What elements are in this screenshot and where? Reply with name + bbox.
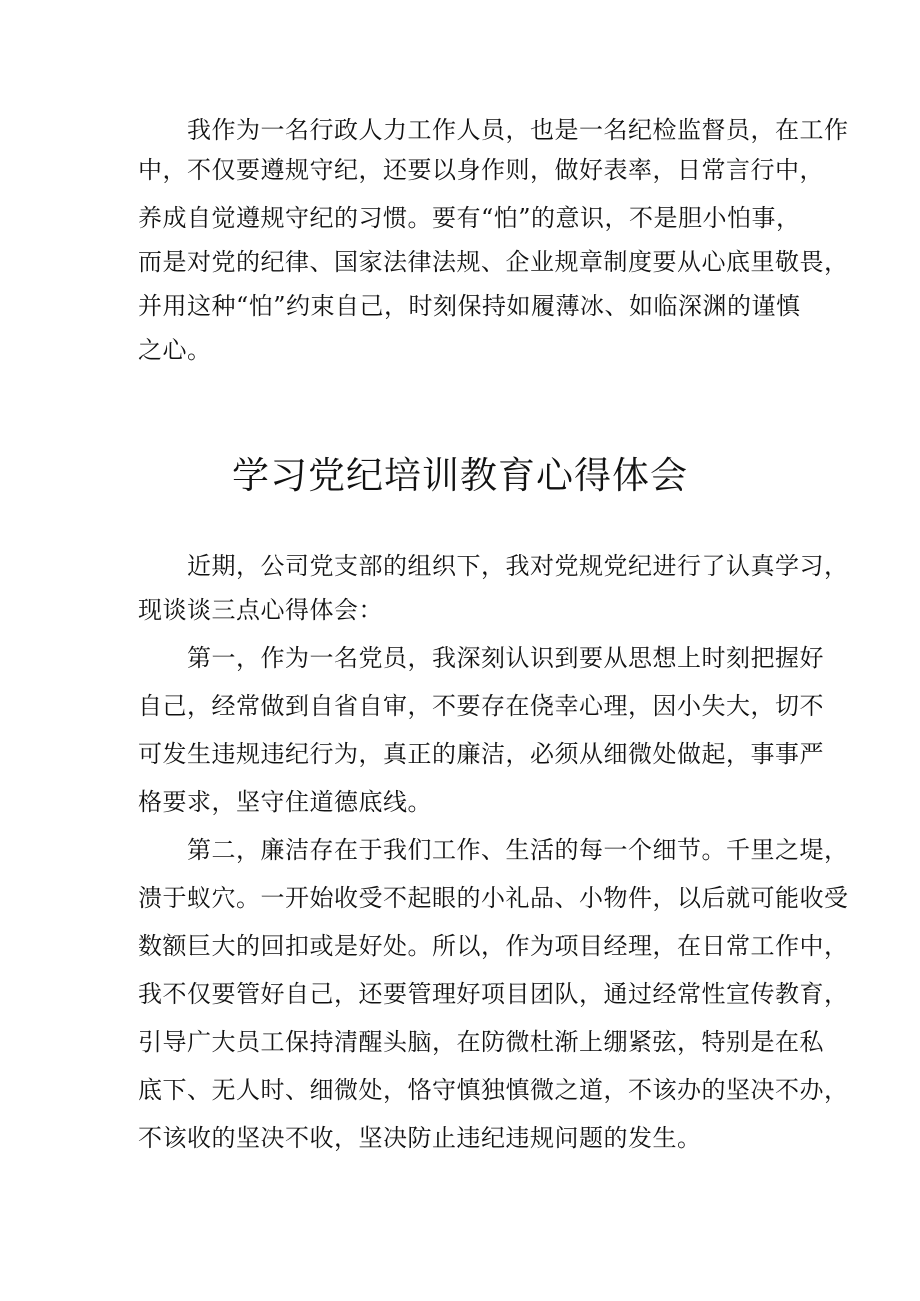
text-line: 溃于蚁穴。一开始收受不起眼的小礼品、小物件，以后就可能收受: [138, 884, 849, 912]
text-line: 自己，经常做到自省自审，不要存在侥幸心理，因小失大，切不: [138, 692, 824, 720]
text-line: 第一，作为一名党员，我深刻认识到要从思想上时刻把握好: [138, 644, 824, 672]
intro-paragraph: [138, 114, 849, 366]
text-line: 可发生违规违纪行为，真正的廉洁，必须从细微处做起，事事严: [138, 740, 824, 768]
text-line: 引导广大员工保持清醒头脑，在防微杜渐上绷紧弦，特别是在私: [138, 1028, 824, 1056]
text-line: 中，不仅要遵规守纪，还要以身作则，做好表率，日常言行中，: [138, 156, 824, 184]
text-line: 近期，公司党支部的组织下，我对党规党纪进行了认真学习，: [138, 552, 849, 580]
text-line: 养成自觉遵规守纪的习惯。要有“怕”的意识，不是胆小怕事，: [138, 204, 801, 232]
text-line: 之心。: [138, 336, 212, 364]
text-line: 第二，廉洁存在于我们工作、生活的每一个细节。千里之堤，: [138, 836, 849, 864]
text-line: 现谈谈三点心得体会：: [138, 596, 383, 624]
text-line: 格要求，坚守住道德底线。: [138, 788, 432, 816]
text-line: 而是对党的纪律、国家法律法规、企业规章制度要从心底里敬畏，: [138, 248, 849, 276]
text-line: 我作为一名行政人力工作人员，也是一名纪检监督员，在工作: [138, 116, 849, 144]
text-line: 不该收的坚决不收，坚决防止违纪违规问题的发生。: [138, 1124, 702, 1152]
text-line: 底下、无人时、细微处，恪守慎独慎微之道，不该办的坚决不办，: [138, 1076, 849, 1104]
text-line: 我不仅要管好自己，还要管理好项目团队，通过经常性宣传教育，: [138, 980, 849, 1008]
text-line: 并用这种“怕”约束自己，时刻保持如履薄冰、如临深渊的谨慎: [138, 292, 801, 320]
document-title: 学习党纪培训教育心得体会: [232, 454, 688, 497]
text-line: 数额巨大的回扣或是好处。所以，作为项目经理，在日常工作中，: [138, 932, 849, 960]
body-paragraphs: [138, 550, 849, 1154]
